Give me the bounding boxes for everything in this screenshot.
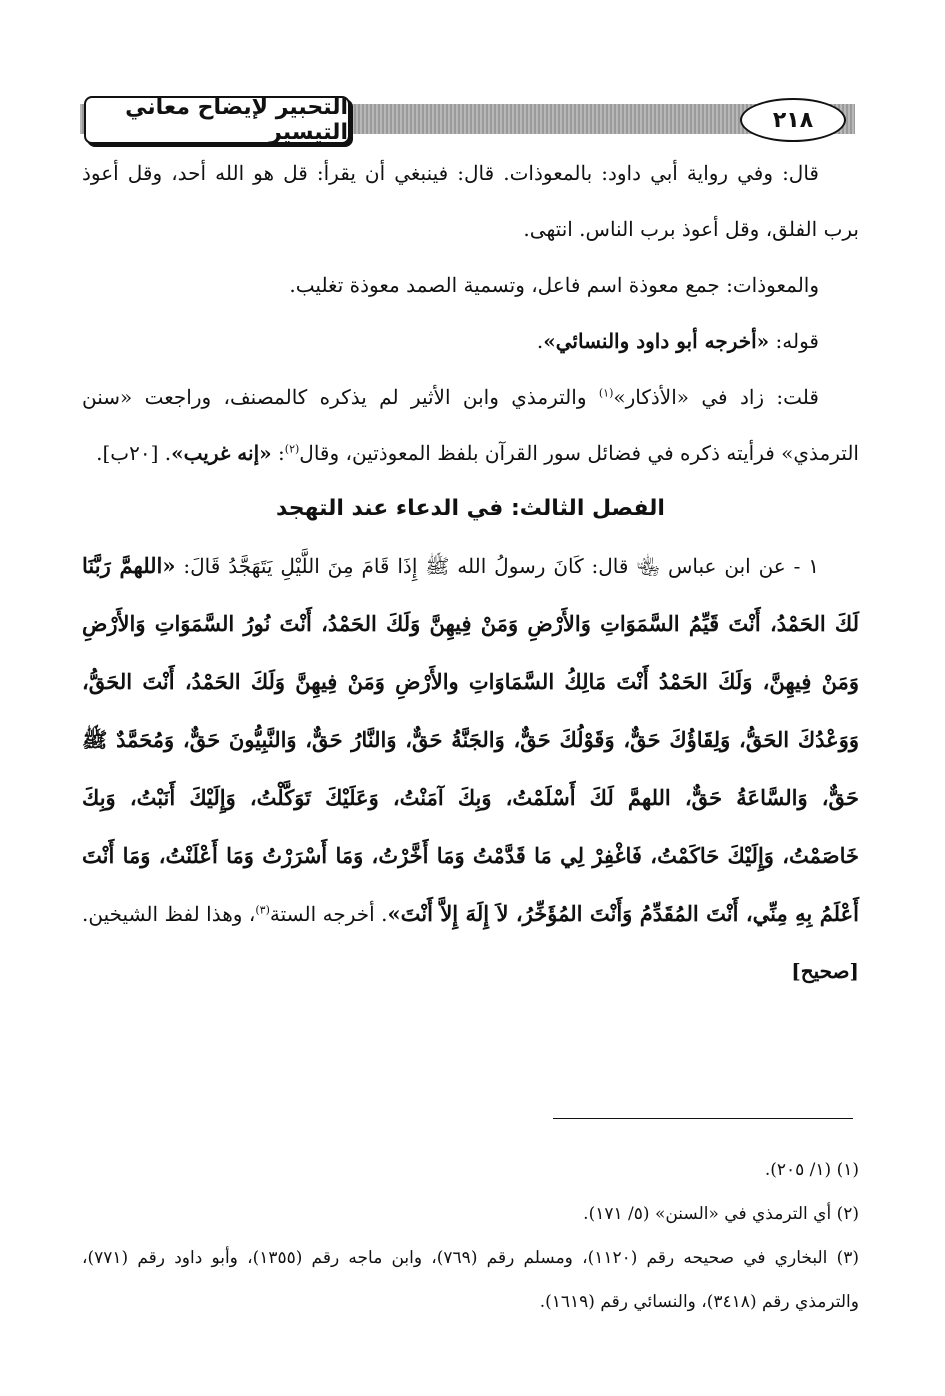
quote-suffix: .: [536, 329, 544, 353]
footnote-separator: [553, 1118, 853, 1119]
hadith-intro: ١ - عن ابن عباس ﵄ قال: كَانَ رسولُ الله ﷺ إِذَا قَامَ مِنَ اللَّيْلِ يَتَهَجَّدُ قَالَ:: [175, 554, 820, 578]
footnote-1: (١) (١/ ٢٠٥).: [764, 1160, 859, 1180]
page-number: ٢١٨: [740, 98, 846, 142]
paragraph-2: والمعوذات: جمع معوذة اسم فاعل، وتسمية الصمد معوذة تغليب.: [289, 273, 819, 297]
quote-bold: «أخرجه أبو داود والنسائي»: [543, 329, 770, 353]
section-title: الفصل الثالث: في الدعاء عند التهجد: [276, 496, 665, 521]
footnotes: [82, 1148, 859, 1324]
footnote-2: (٢) أي الترمذي في «السنن» (٥/ ١٧١).: [583, 1204, 859, 1224]
note-part-2: والترمذي وابن الأثير لم يذكره كالمصنف، وراجعت «سنن الترمذي» فرأيته ذكره في فضائل سور القرآن بلفظ المعوذتين، وقال: [82, 385, 859, 465]
hadith-text: «اللهمَّ رَبَّنَا لَكَ الحَمْدُ، أَنْتَ قَيِّمُ السَّمَوَاتِ وَالأَرْضِ وَمَنْ فِيهِنَّ وَلَكَ الحَمْدُ، أَنْتَ نُورُ السَّمَوَاتِ وَالأَرْضِ وَمَنْ فِيهِنَّ، وَلَكَ الحَمْدُ أَنْتَ مَالِكُ السَّمَاوَاتِ والأَرْضِ وَمَنْ فِيهِنَّ وَلَكَ الحَمْدُ، أَنْتَ الحَقُّ، وَوَعْدُكَ الحَقُّ، وَلِقَاؤُكَ حَقٌّ، وَقَوْلُكَ حَقٌّ، وَالجَنَّةُ حَقٌّ، وَالنَّارُ حَقٌّ، وَالنَّبِيُّونَ حَقٌّ، وَمُحَمَّدٌ ﷺ حَقٌّ، وَالسَّاعَةُ حَقٌّ، اللهمَّ لَكَ أَسْلَمْتُ، وَبِكَ آمَنْتُ، وَعَلَيْكَ تَوَكَّلْتُ، وَإِلَيْكَ أَنَبْتُ، وَبِكَ خَاصَمْتُ، وَإِلَيْكَ حَاكَمْتُ، فَاغْفِرْ لِي مَا قَدَّمْتُ وَمَا أَخَّرْتُ، وَمَا أَسْرَرْتُ وَمَا أَعْلَنْتُ، وَمَا أَنْتَ أَعْلَمُ بِهِ مِنِّي، أَنْتَ المُقَدِّمُ وَأَنْتَ المُؤَخِّرُ، لاَ إِلَهَ إِلاَّ أَنْتَ»: [82, 553, 859, 926]
book-title: التحبير لإيضاح معاني التيسير: [84, 96, 350, 144]
hadith-tail: ، وهذا لفظ الشيخين.: [82, 902, 256, 926]
quote-prefix: قوله:: [769, 329, 819, 353]
note-part-4: . [٢٠ب].: [96, 441, 172, 465]
note-part-1: قلت: زاد في «الأذكار»: [613, 385, 819, 409]
hadith-grade: [صحيح]: [791, 959, 859, 983]
footnote-ref-3[interactable]: (٣): [255, 903, 270, 917]
note-part-3: :: [271, 441, 285, 465]
hadith-after: . أخرجه الستة: [269, 902, 388, 926]
footnote-3: (٣) البخاري في صحيحه رقم (١١٢٠)، ومسلم رقم (٧٦٩)، وابن ماجه رقم (١٣٥٥)، وأبو داود رقم (٧٧١)، والترمذي رقم (٣٤١٨)، والنسائي رقم (١٦١٩).: [82, 1248, 859, 1312]
note-bold: «إنه غريب»: [171, 441, 272, 465]
footnote-ref-1[interactable]: (١): [598, 386, 614, 400]
quote-line: [82, 313, 859, 369]
paragraph-1: قال: وفي رواية أبي داود: بالمعوذات. قال: فينبغي أن يقرأ: قل هو الله أحد، وقل أعوذ برب الفلق، وقل أعوذ برب الناس. انتهى.: [82, 161, 859, 241]
note-paragraph: [82, 369, 859, 481]
main-text: [82, 145, 859, 999]
footnote-ref-2[interactable]: (٢): [284, 442, 300, 456]
hadith-paragraph: [82, 537, 859, 999]
running-header: [80, 96, 855, 144]
